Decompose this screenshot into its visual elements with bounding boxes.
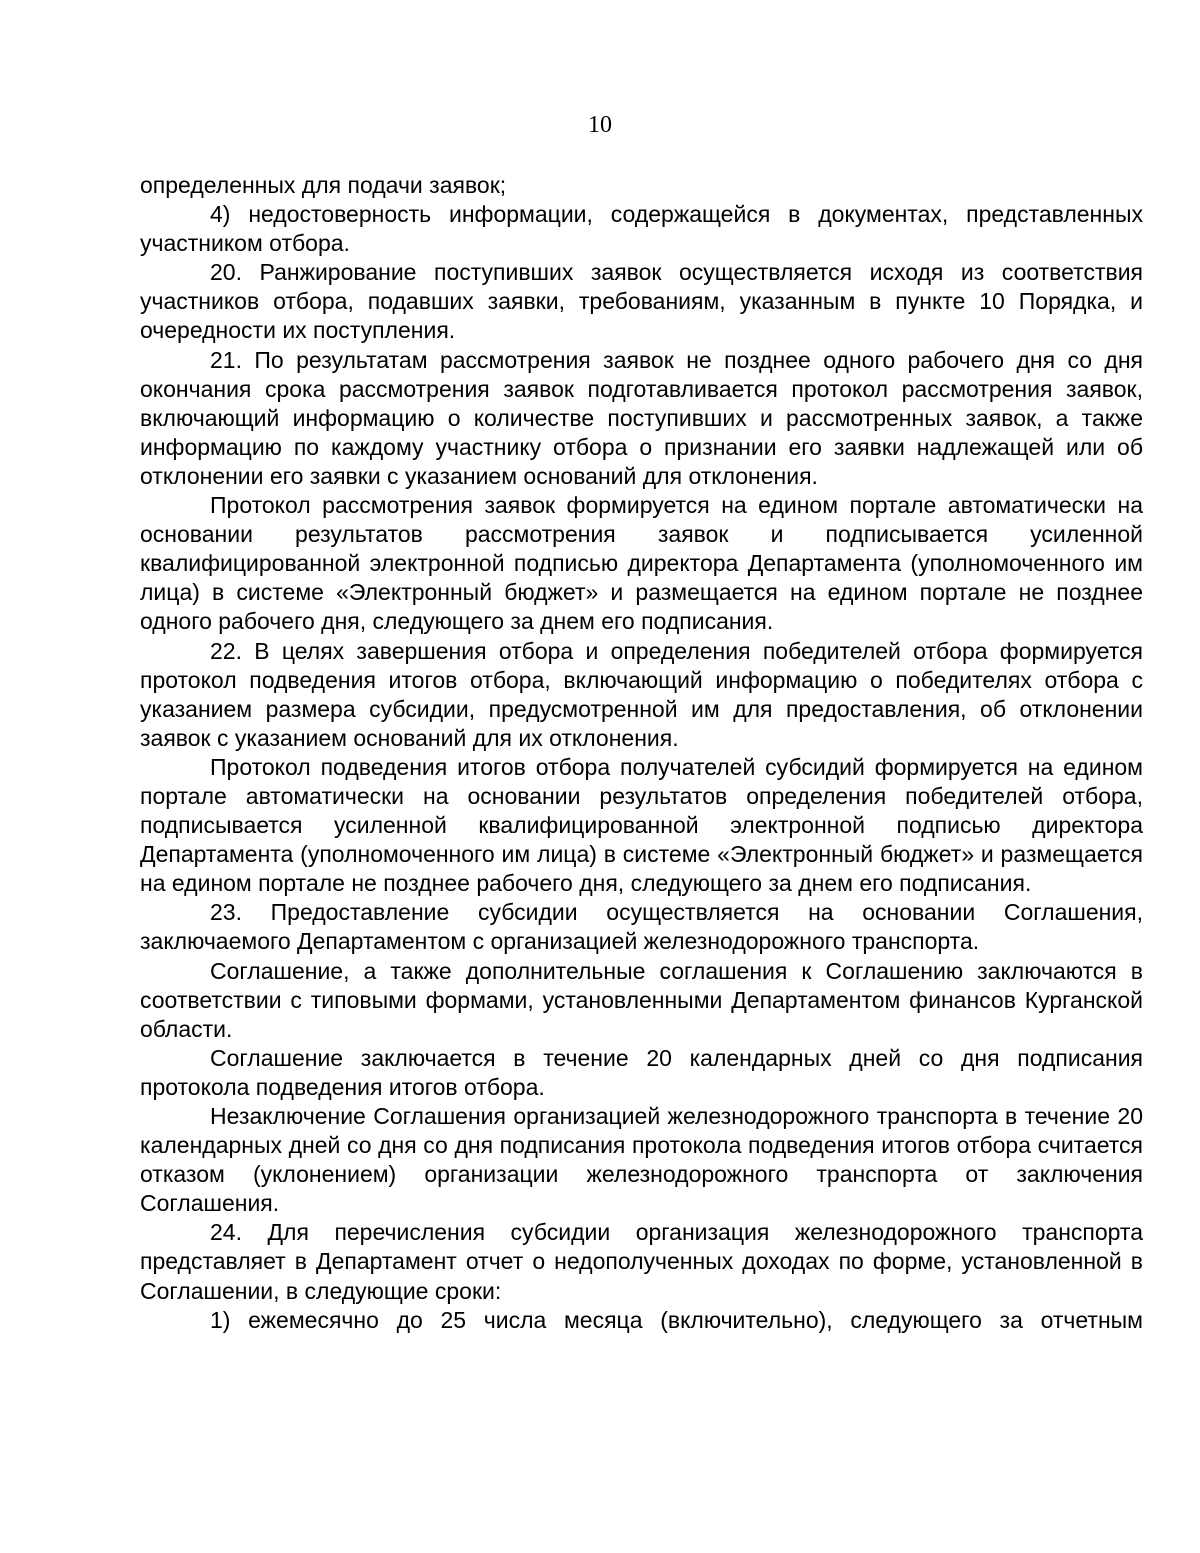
paragraph-24: 24. Для перечисления субсидии организация железнодорожного транспорта представляет в Департамент отчет о недополученных доходах по форме, установленной в Соглашении, в следующие сроки: xyxy=(140,1219,1143,1304)
paragraph-20: 20. Ранжирование поступивших заявок осуществляется исходя из соответствия участников отбора, подавших заявки, требованиям, указанным в пункте 10 Порядка, и очередности их поступления. xyxy=(140,259,1143,344)
paragraph-23-agreement: Соглашение, а также дополнительные соглашения к Соглашению заключаются в соответствии с типовыми формами, установленными Департаментом финансов Курганской области. xyxy=(140,957,1143,1042)
paragraph-continuation: определенных для подачи заявок; xyxy=(140,172,507,198)
paragraph-23-refusal: Незаключение Соглашения организацией железнодорожного транспорта в течение 20 календарных дней со дня со дня подписания протокола подведения итогов отбора считается отказом (уклонением) организации железнодорожного транспорта от заключения Соглашения. xyxy=(140,1103,1143,1217)
paragraph-23: 23. Предоставление субсидии осуществляется на основании Соглашения, заключаемого Департаментом с организацией железнодорожного транспорта. xyxy=(140,899,1143,955)
paragraph-22-protocol: Протокол подведения итогов отбора получателей субсидий формируется на едином портале автоматически на основании результатов определения победителей отбора, подписывается усиленной квалифицированной электронной подписью директора Департамента (уполномоченного им лица) в системе «Электронный бюджет» и размещается на едином портале не позднее рабочего дня, следующего за днем его подписания. xyxy=(140,753,1143,897)
paragraph-item-4: 4) недостоверность информации, содержащейся в документах, представленных участником отбора. xyxy=(140,201,1143,257)
paragraph-22: 22. В целях завершения отбора и определения победителей отбора формируется протокол подведения итогов отбора, включающий информацию о победителях отбора с указанием размера субсидии, предусмотренной им для предоставления, об отклонении заявок с указанием оснований для их отклонения. xyxy=(140,637,1143,751)
paragraph-24-item-1: 1) ежемесячно до 25 числа месяца (включительно), следующего за отчетным xyxy=(210,1306,1143,1333)
paragraph-21: 21. По результатам рассмотрения заявок не позднее одного рабочего дня со дня окончания срока рассмотрения заявок подготавливается протокол рассмотрения заявок, включающий информацию о количестве поступивших и рассмотренных заявок, а также информацию по каждому участнику отбора о признании его заявки надлежащей или об отклонении его заявки с указанием оснований для отклонения. xyxy=(140,346,1143,489)
document-body xyxy=(140,171,1143,1335)
page-number: 10 xyxy=(588,112,612,138)
paragraph-21-protocol: Протокол рассмотрения заявок формируется на едином портале автоматически на основании результатов рассмотрения заявок и подписывается усиленной квалифицированной электронной подписью директора Департамента (уполномоченного им лица) в системе «Электронный бюджет» и размещается на едином портале не позднее одного рабочего дня, следующего за днем его подписания. xyxy=(140,492,1143,635)
paragraph-23-term: Соглашение заключается в течение 20 календарных дней со дня подписания протокола подведения итогов отбора. xyxy=(140,1044,1143,1100)
